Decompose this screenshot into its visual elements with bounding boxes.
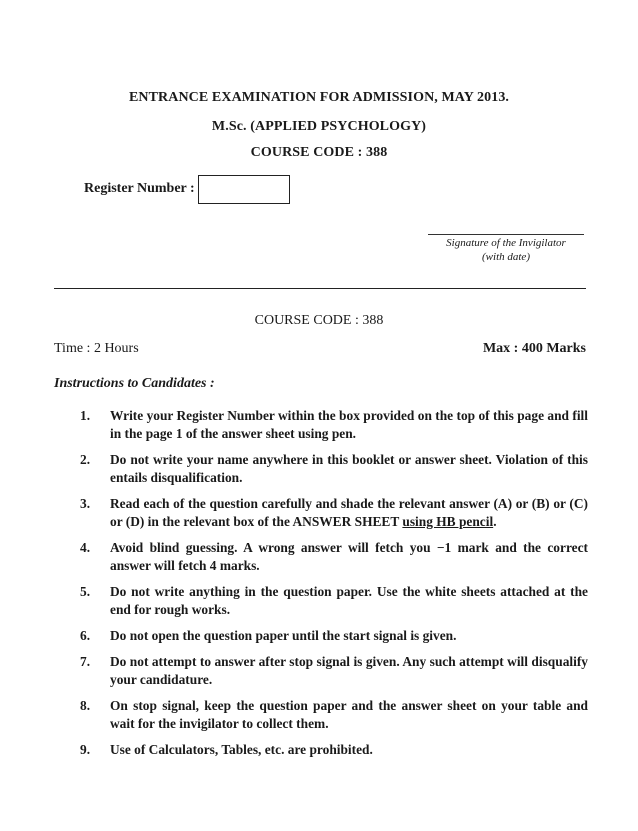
instruction-item	[80, 741, 588, 759]
instruction-text-part: Read each of the question carefully and shade the relevant answer (A) or (B) or (C) or (D) in the relevant box of the ANSWER SHEET	[110, 496, 588, 529]
instruction-number: 1.	[80, 408, 91, 423]
instruction-text: Use of Calculators, Tables, etc. are prohibited.	[110, 742, 373, 757]
signature-line	[428, 234, 584, 235]
instruction-number: 9.	[80, 742, 91, 757]
register-number-box[interactable]	[198, 175, 290, 204]
instruction-item	[80, 407, 588, 443]
instructions-heading: Instructions to Candidates :	[54, 376, 215, 391]
instruction-text: Avoid blind guessing. A wrong answer will fetch you −1 mark and the correct answer will fetch 4 marks.	[110, 540, 588, 573]
instruction-number: 2.	[80, 452, 91, 467]
instruction-number: 3.	[80, 496, 91, 511]
instruction-item	[80, 451, 588, 487]
program-title: M.Sc. (APPLIED PSYCHOLOGY)	[211, 119, 427, 134]
register-number-label: Register Number :	[84, 181, 195, 196]
instruction-item	[80, 539, 588, 575]
instruction-number: 4.	[80, 540, 91, 555]
max-marks: Max : 400 Marks	[482, 341, 586, 356]
instruction-text: Do not attempt to answer after stop signal is given. Any such attempt will disqualify your candidature.	[110, 654, 588, 687]
instructions-list	[80, 407, 588, 767]
instruction-text	[110, 495, 588, 531]
instruction-text: Do not write anything in the question paper. Use the white sheets attached at the end for rough works.	[110, 584, 588, 617]
signature-caption	[428, 236, 584, 264]
instruction-item	[80, 583, 588, 619]
instruction-number: 6.	[80, 628, 91, 643]
horizontal-divider	[54, 288, 586, 289]
exam-title: ENTRANCE EXAMINATION FOR ADMISSION, MAY 2013.	[128, 90, 510, 105]
course-code-top: COURSE CODE : 388	[250, 145, 388, 160]
signature-date-label: (with date)	[482, 251, 530, 263]
instruction-number: 5.	[80, 584, 91, 599]
signature-label: Signature of the Invigilator	[446, 237, 566, 249]
instruction-text: Do not write your name anywhere in this booklet or answer sheet. Violation of this entails disqualification.	[110, 452, 588, 485]
course-code-mid: COURSE CODE : 388	[254, 313, 384, 328]
instruction-number: 8.	[80, 698, 91, 713]
instruction-item	[80, 495, 588, 531]
instruction-text-end: .	[493, 514, 497, 529]
instruction-number: 7.	[80, 654, 91, 669]
instruction-underlined-text: using HB pencil	[402, 514, 494, 529]
instruction-item	[80, 627, 588, 645]
instruction-text: On stop signal, keep the question paper and the answer sheet on your table and wait for the invigilator to collect them.	[110, 698, 588, 731]
instruction-item	[80, 653, 588, 689]
instruction-text: Do not open the question paper until the start signal is given.	[110, 628, 457, 643]
instruction-item	[80, 697, 588, 733]
instruction-text: Write your Register Number within the box provided on the top of this page and fill in the page 1 of the answer sheet using pen.	[110, 408, 588, 441]
time-limit: Time : 2 Hours	[54, 341, 139, 356]
